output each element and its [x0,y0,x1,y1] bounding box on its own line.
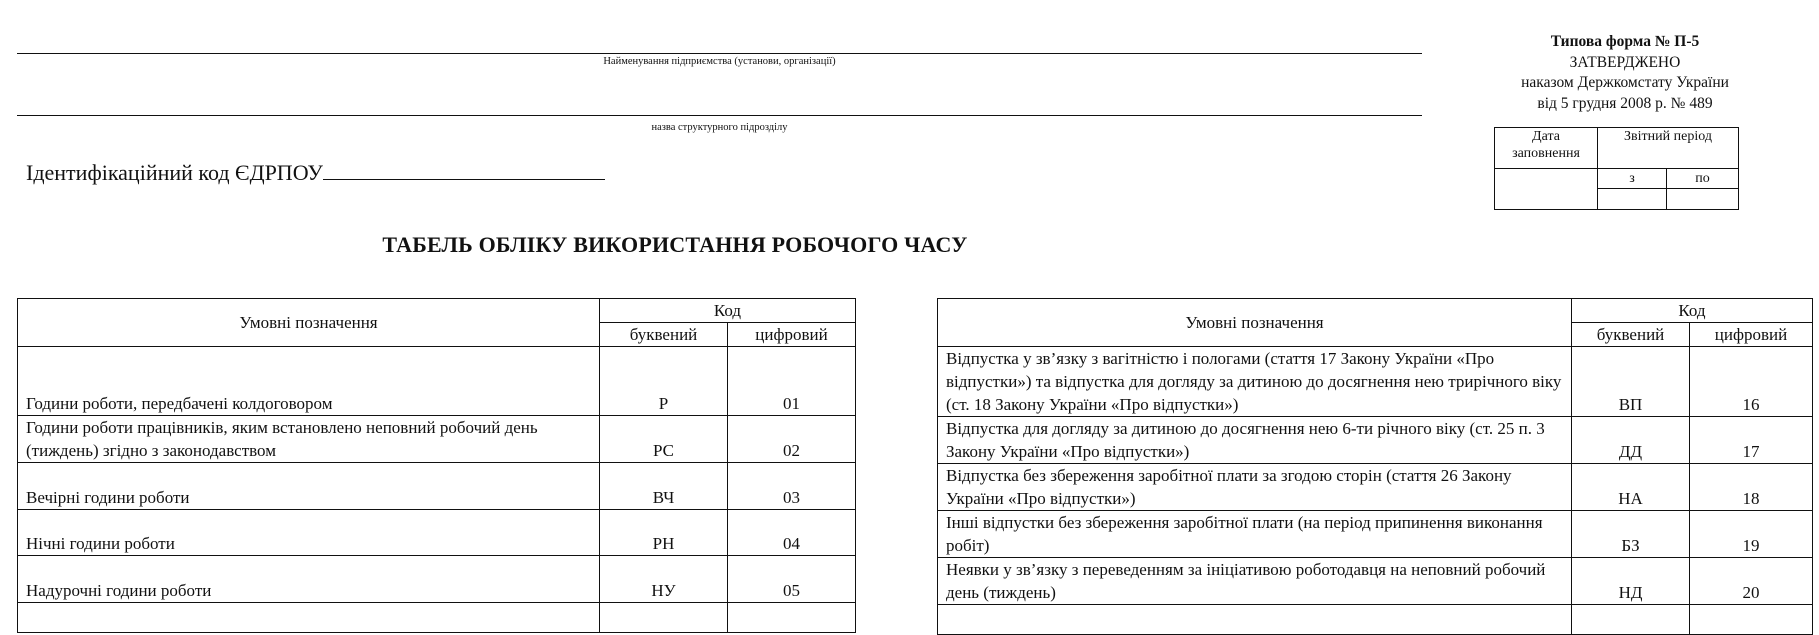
row-letter-code: НА [1572,464,1690,511]
unit-name-caption: назва структурного підрозділу [651,122,788,133]
digital-code-header: цифровий [1690,323,1813,347]
row-digital-code [728,603,856,633]
row-description: Надурочні години роботи [18,556,600,603]
row-description: Відпустка у зв’язку з вагітністю і пологами (стаття 17 Закону України «Про відпустки») та відпустка для догляду за дитиною до досягнення нею трирічного віку (ст. 18 Закону України «Про відпустки») [938,347,1572,417]
document-title: ТАБЕЛЬ ОБЛІКУ ВИКОРИСТАННЯ РОБОЧОГО ЧАСУ [382,232,968,257]
approved-label: ЗАТВЕРДЖЕНО [1569,53,1681,71]
table-row [938,558,1813,605]
letter-code-header: буквений [1572,323,1690,347]
row-letter-code [600,603,728,633]
edrpou-input-line[interactable] [323,161,605,180]
row-digital-code: 01 [728,347,856,416]
row-digital-code: 02 [728,416,856,463]
row-digital-code: 17 [1690,417,1813,464]
row-digital-code: 20 [1690,558,1813,605]
period-from-value[interactable] [1598,189,1667,210]
row-letter-code: ДД [1572,417,1690,464]
row-digital-code: 03 [728,463,856,510]
row-letter-code [1572,605,1690,635]
table-row [938,417,1813,464]
letter-code-header: буквений [600,323,728,347]
period-to-label: по [1667,169,1739,189]
row-letter-code: НУ [600,556,728,603]
row-letter-code: БЗ [1572,511,1690,558]
row-letter-code: ВЧ [600,463,728,510]
edrpou-label: Ідентифікаційний код ЄДРПОУ [26,160,323,185]
unit-name-line[interactable] [17,115,1422,116]
digital-code-header: цифровий [728,323,856,347]
row-letter-code: НД [1572,558,1690,605]
fill-date-header [1495,128,1598,169]
approved-by: наказом Держкомстату України [1521,74,1729,91]
row-description: Інші відпустки без збереження заробітної плати (на період припинення виконання робіт) [938,511,1572,558]
row-digital-code [1690,605,1813,635]
period-header: Звітний період [1598,128,1739,169]
table-row [18,510,856,556]
table-row [938,347,1813,417]
period-from-label: з [1598,169,1667,189]
designation-header: Умовні позначення [18,299,600,347]
org-name-line[interactable] [17,53,1422,54]
row-description: Вечірні години роботи [18,463,600,510]
period-to-value[interactable] [1667,189,1739,210]
row-letter-code: ВП [1572,347,1690,417]
table-row-partial [18,603,856,633]
date-period-table [1494,127,1739,210]
row-description: Відпустка без збереження заробітної плати за згодою сторін (стаття 26 Закону України «Про відпустки») [938,464,1572,511]
row-description [938,605,1572,635]
table-row [18,556,856,603]
code-header: Код [1572,299,1813,323]
org-name-caption: Найменування підприємства (установи, організації) [603,56,836,67]
table-row-partial [938,605,1813,635]
row-letter-code: РН [600,510,728,556]
form-info [1480,32,1770,114]
code-header: Код [600,299,856,323]
fill-date-label-2: заповнення [1512,146,1580,161]
table-row [938,464,1813,511]
table-row [938,511,1813,558]
row-digital-code: 19 [1690,511,1813,558]
row-letter-code: Р [600,347,728,416]
row-description: Неявки у зв’язку з переведенням за ініціативою роботодавця на неповний робочий день (тиждень) [938,558,1572,605]
row-description: Години роботи, передбачені колдоговором [18,347,600,416]
codes-table-right [937,298,1813,635]
fill-date-label-1: Дата [1532,129,1560,144]
approved-date: від 5 грудня 2008 р. № 489 [1537,94,1713,112]
row-description: Години роботи працівників, яким встановлено неповний робочий день (тиждень) згідно з законодавством [18,416,600,463]
edrpou-field [26,160,605,186]
row-digital-code: 04 [728,510,856,556]
table-row [18,463,856,510]
form-number: Типова форма № П-5 [1550,33,1700,50]
row-description: Відпустка для догляду за дитиною до досягнення нею 6-ти річного віку (ст. 25 п. 3 Закону України «Про відпустки») [938,417,1572,464]
codes-table-left [17,298,856,633]
row-letter-code: РС [600,416,728,463]
row-description: Нічні години роботи [18,510,600,556]
table-row [18,347,856,416]
row-digital-code: 05 [728,556,856,603]
row-digital-code: 18 [1690,464,1813,511]
table-row [18,416,856,463]
designation-header: Умовні позначення [938,299,1572,347]
row-digital-code: 16 [1690,347,1813,417]
fill-date-value[interactable] [1495,169,1598,210]
row-description [18,603,600,633]
